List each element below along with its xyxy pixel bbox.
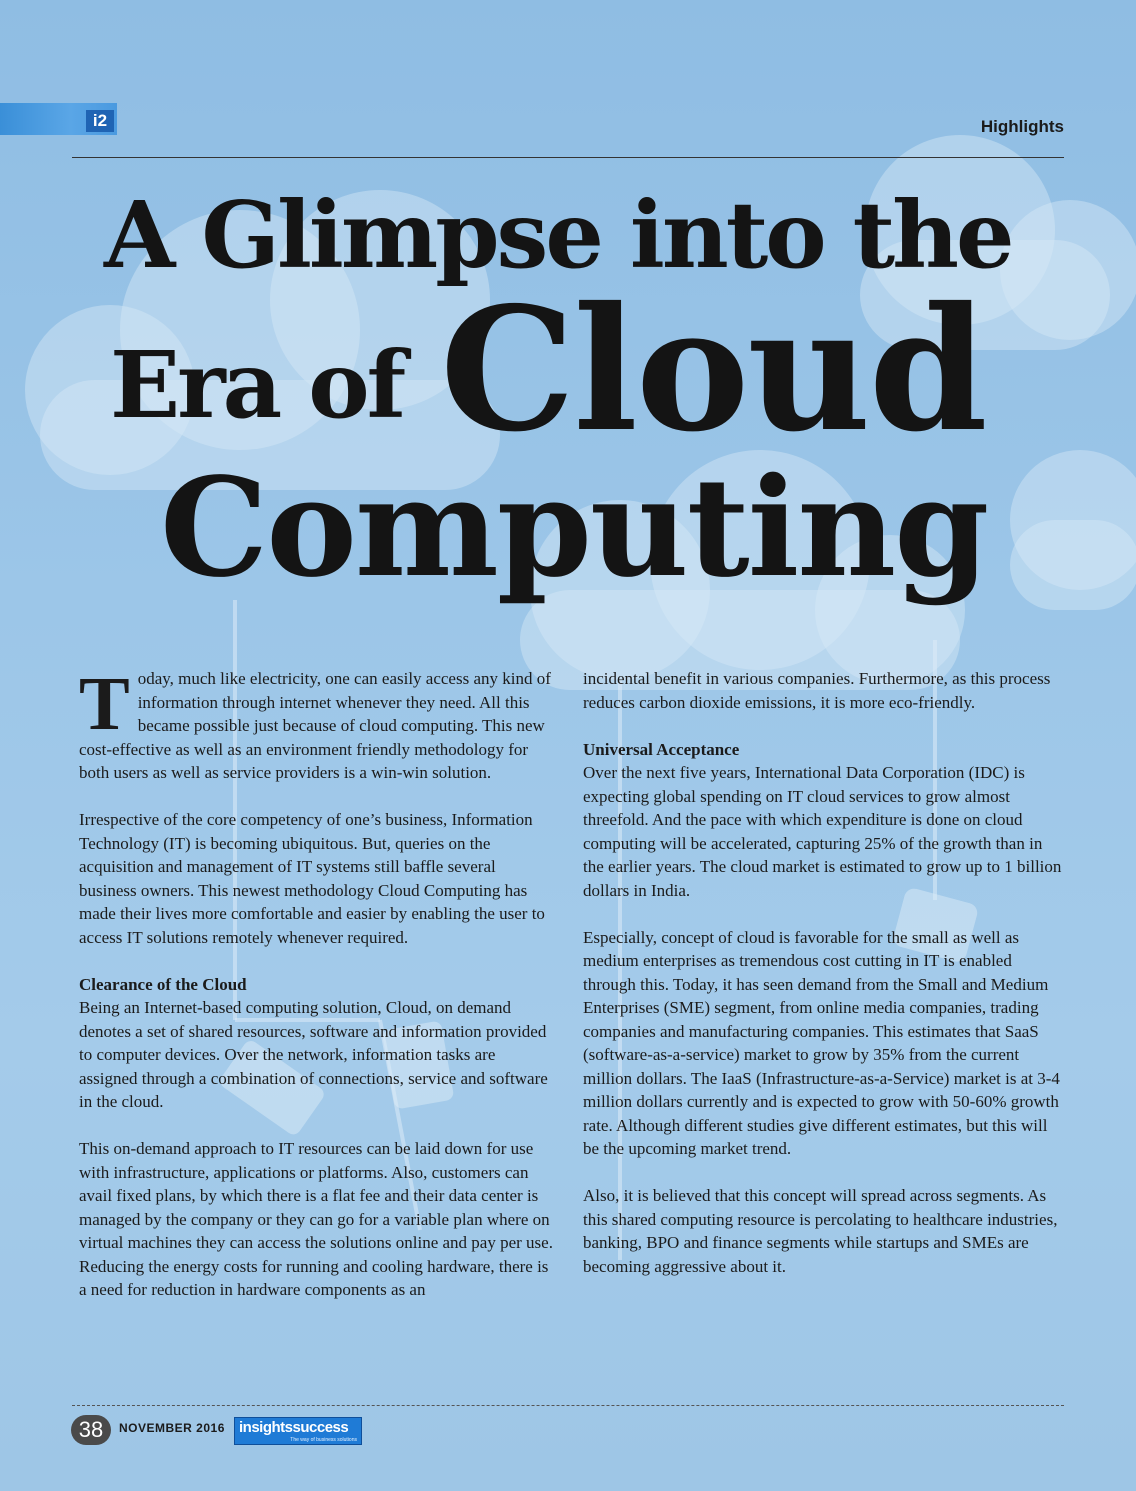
article-column-right <box>583 667 1063 1302</box>
paragraph: This on-demand approach to IT resources can be laid down for use with infrastructure, applications or platforms. Also, customers can avail fixed plans, by which there is a flat fee and their data center is managed by the company or they can go for a variable plan where on virtual machines they can access the solutions online and pay per use. Reducing the energy costs for running and cooling hardware, there is a need for reduction in hardware components as an <box>79 1139 553 1299</box>
intro-paragraph <box>79 662 553 785</box>
title-line-2: Era of <box>110 331 404 439</box>
title-line-4: Computing <box>160 448 988 608</box>
paragraph: Being an Internet-based computing solution, Cloud, on demand denotes a set of shared resources, software and information provided to computer devices. Over the network, information tasks are assigned through a combination of connections, service and software in the cloud. <box>79 998 548 1111</box>
paragraph: Over the next five years, International Data Corporation (IDC) is expecting global spending on IT cloud services to grow almost threefold. And the pace with which expenditure is done on cloud computing will be accelerated, capturing 25% of the growth than in the earlier years. The cloud market is estimated to grow up to 1 billion dollars in India. <box>583 763 1062 900</box>
magazine-logo <box>234 1417 362 1445</box>
footer-divider <box>72 1405 1064 1406</box>
publisher-logo: i2 <box>86 110 114 132</box>
article-column-left <box>79 662 553 1325</box>
article-title <box>0 0 1136 620</box>
subheading-universal: Universal Acceptance <box>583 739 740 759</box>
magazine-tagline: The way of business solutions <box>290 1437 357 1443</box>
subheading-clearance: Clearance of the Cloud <box>79 974 247 994</box>
page-number: 38 <box>71 1415 111 1445</box>
paragraph: Especially, concept of cloud is favorable for the small as well as medium enterprises as tremendous cost cutting in IT is enabled through this. Today, it has seen demand from the Small and Medium Enterprises (SME) segment, from online media companies, trading companies and manufacturing companies. This estimates that SaaS (software-as-a-service) market to grow by 35% from the current million dollars. The IaaS (Infrastructure-as-a-Service) market is at 3-4 million dollars currently and is expected to grow with 50-60% growth rate. Although different studies give different estimates, but this will be the upcoming market trend. <box>583 927 1060 1158</box>
section-label: Highlights <box>980 117 1064 136</box>
title-line-1: A Glimpse into the <box>104 181 1012 289</box>
paragraph: incidental benefit in various companies. Furthermore, as this process reduces carbon dioxide emissions, it is more eco-friendly. <box>583 669 1051 712</box>
drop-cap: T <box>79 662 130 746</box>
paragraph: Irrespective of the core competency of one’s business, Information Technology (IT) is becoming ubiquitous. But, queries on the acquisition and management of IT systems still baffle several business owners. This newest methodology Cloud Computing has made their lives more comfortable and easier by enabling the user to access IT solutions remotely whenever required. <box>79 810 545 947</box>
title-line-3: Cloud <box>440 270 986 470</box>
magazine-logo-text: insightssuccess <box>239 1419 349 1436</box>
issue-date: NOVEMBER 2016 <box>119 1421 225 1435</box>
intro-text: oday, much like electricity, one can easily access any kind of information through internet whenever they need. All this became possible just because of cloud computing. This new cost-effective as well as an environment friendly methodology for both users as well as service providers is a win-win solution. <box>79 669 551 782</box>
paragraph: Also, it is believed that this concept will spread across segments. As this shared computing resource is percolating to healthcare industries, banking, BPO and finance segments while startups and SMEs are becoming aggressive about it. <box>583 1186 1058 1276</box>
